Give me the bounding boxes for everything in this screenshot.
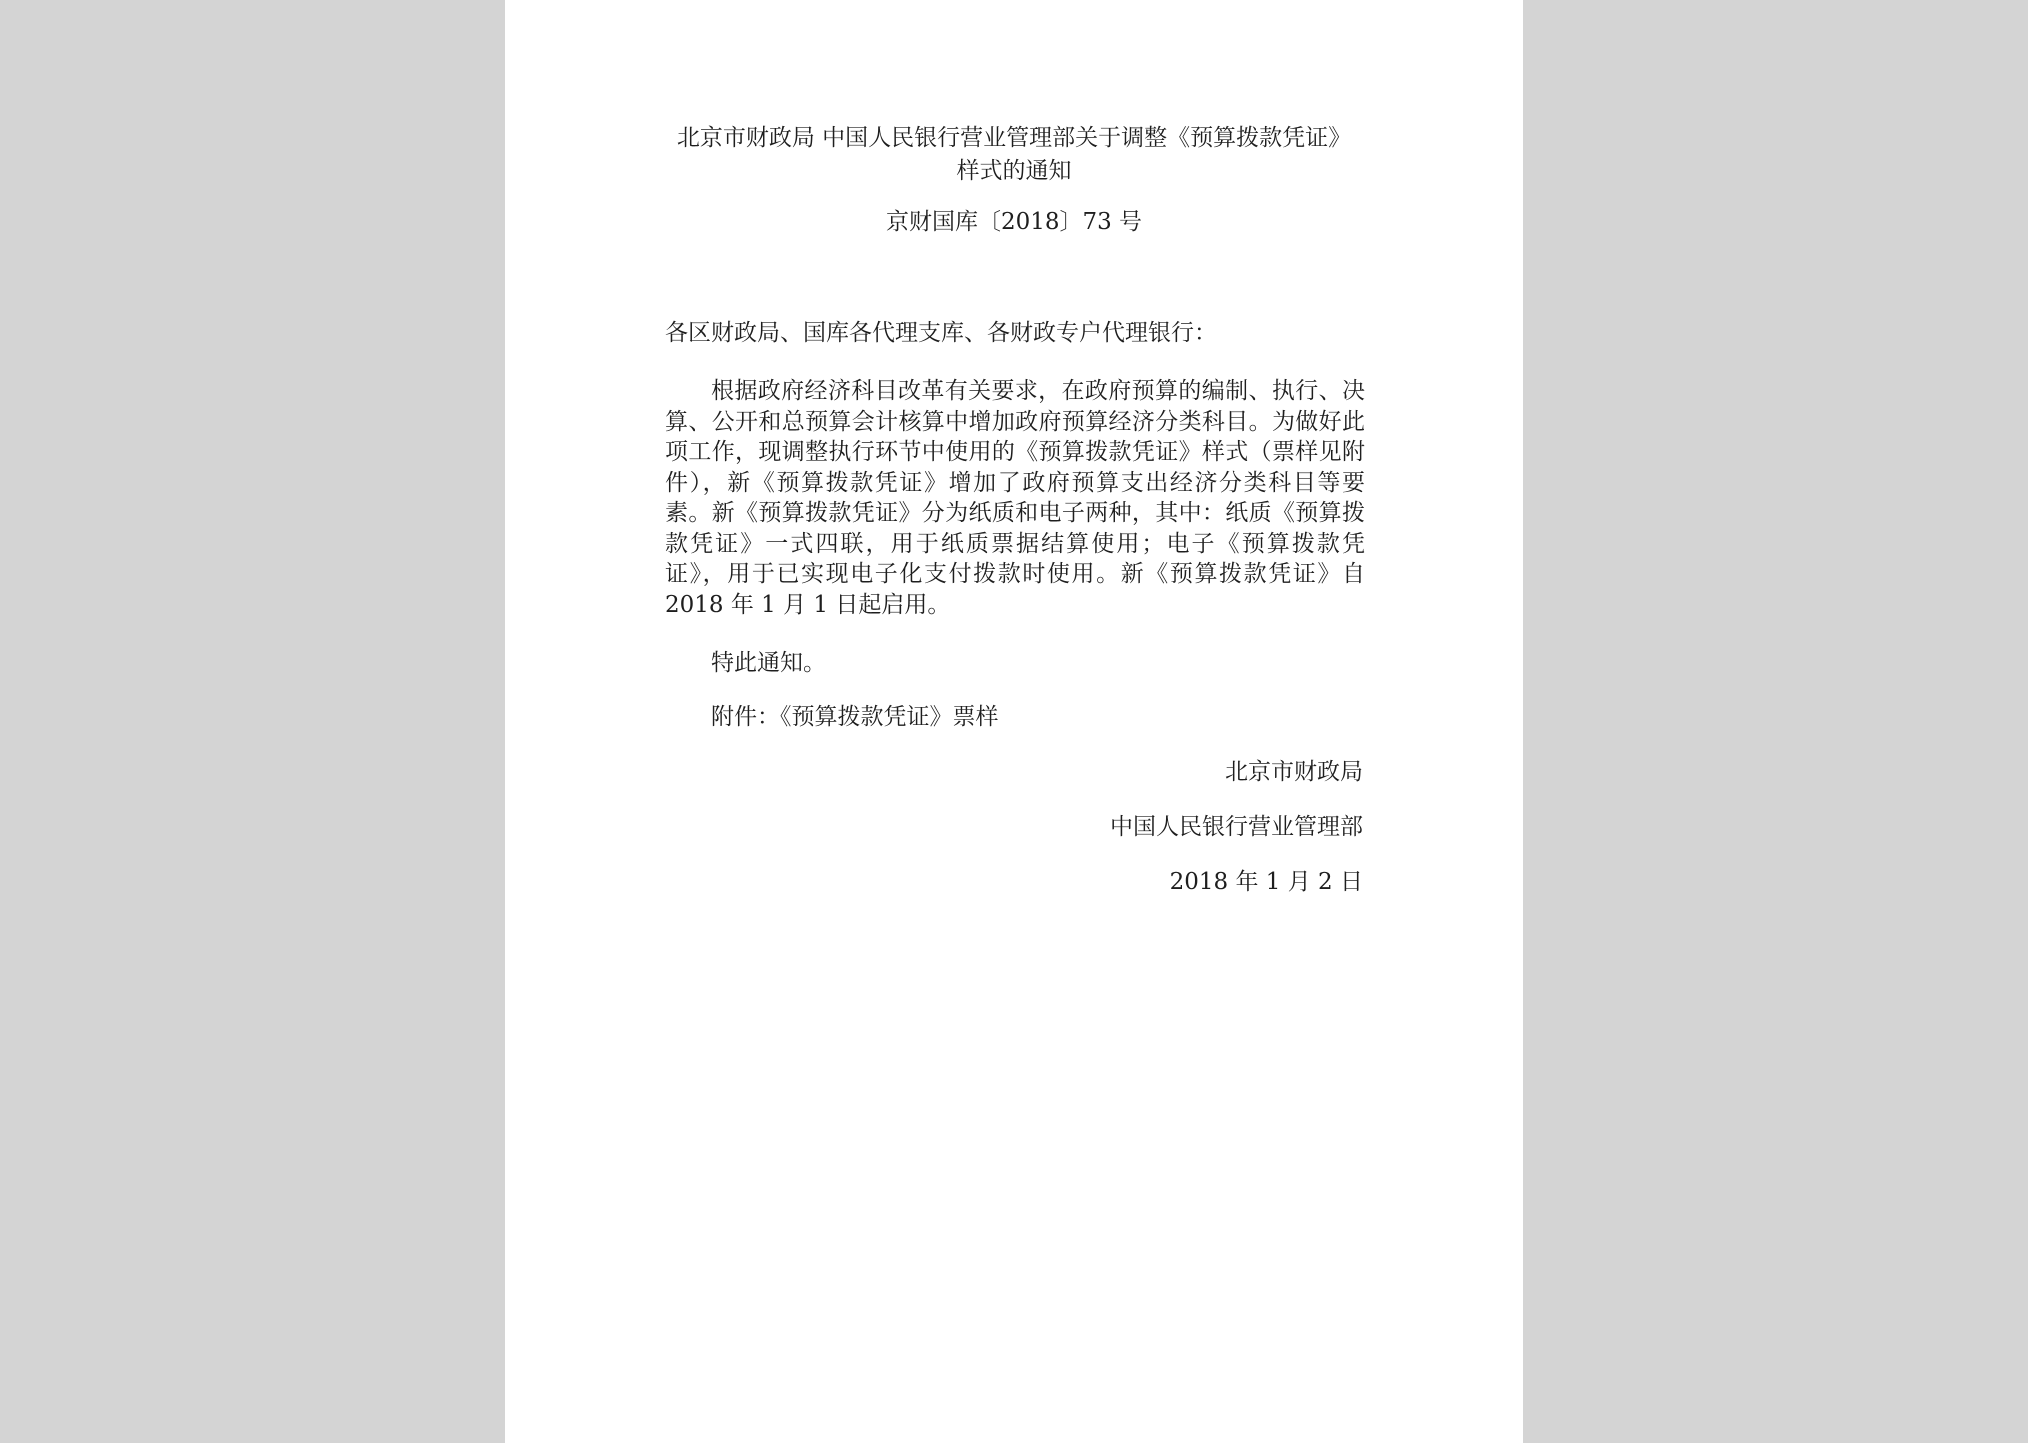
signatory-finance-bureau: 北京市财政局 [1225,759,1363,785]
title-line-2: 样式的通知 [956,158,1072,184]
salutation: 各区财政局、国库各代理支库、各财政专户代理银行： [665,320,1217,346]
closing-line: 特此通知。 [711,650,826,676]
document-title [505,122,1523,188]
title-line-1: 北京市财政局 中国人民银行营业管理部关于调整《预算拨款凭证》 [676,125,1352,151]
body-paragraph: 根据政府经济科目改革有关要求，在政府预算的编制、执行、决算、公开和总预算会计核算中增加政府预算经济分类科目。为做好此项工作，现调整执行环节中使用的《预算拨款凭证》样式（票样见附件），新《预算拨款凭证》增加了政府预算支出经济分类科目等要素。新《预算拨款凭证》分为纸质和电子两种，其中：纸质《预算拨款凭证》一式四联，用于纸质票据结算使用；电子《预算拨款凭证》，用于已实现电子化支付拨款时使用。新《预算拨款凭证》自 2018 年 1 月 1 日起启用。 [665,378,1365,618]
document-page [505,0,1523,1443]
document-date: 2018 年 1 月 2 日 [1169,869,1363,895]
document-number: 京财国库〔2018〕73 号 [885,209,1143,235]
attachment-line: 附件：《预算拨款凭证》票样 [711,704,999,730]
signatory-pboc: 中国人民银行营业管理部 [1110,814,1363,840]
